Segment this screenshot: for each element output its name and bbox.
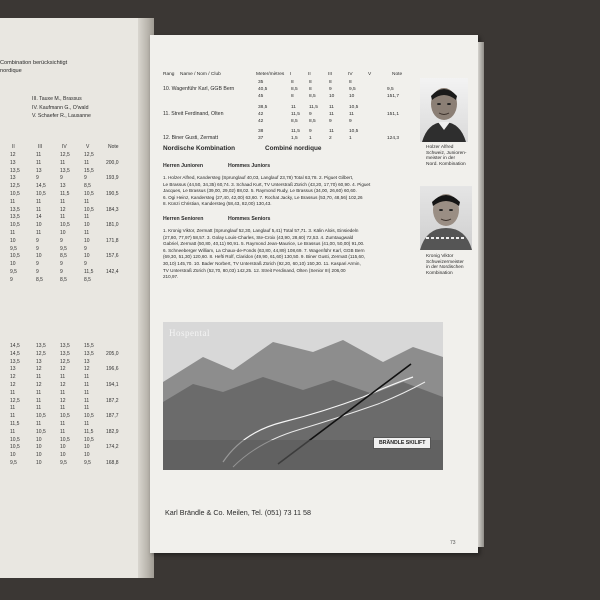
- left-table-cell: 11: [60, 421, 66, 427]
- left-table-cell: 10: [84, 253, 90, 260]
- left-table-cell: 9: [36, 237, 39, 244]
- left-table-cell: 10: [60, 452, 66, 459]
- top-table-competitor: 12. Biner Gusti, Zermatt: [163, 135, 219, 142]
- top-table-header: Note: [392, 72, 403, 77]
- left-table-cell: 10,5: [10, 222, 20, 229]
- left-table-cell: 13,5: [60, 350, 70, 357]
- left-table-cell: 11: [10, 198, 16, 205]
- lift-label: BRÄNDLE SKILIFT: [373, 437, 431, 449]
- top-table-cell: 9,5: [387, 87, 394, 93]
- top-table-cell: 10,5: [349, 104, 359, 110]
- left-table-cell: 11: [10, 405, 16, 412]
- left-table-cell: 10,5: [10, 253, 20, 260]
- left-table-cell: 10: [84, 452, 90, 459]
- top-table-cell: 9: [309, 111, 312, 117]
- left-table-cell: 11,5: [84, 269, 94, 275]
- top-table-competitor: 10. Wagenführ Karl, GGB Bern: [163, 86, 235, 92]
- left-table-cell: 11: [84, 382, 90, 388]
- map-location-label: Hospental: [169, 328, 210, 338]
- kronig-photo: [420, 186, 472, 250]
- left-table-cell: 12: [10, 374, 16, 381]
- left-table-cell: 157,6: [106, 253, 119, 260]
- left-table-cell: 12: [60, 366, 66, 373]
- left-table-cell: 13,5: [60, 343, 70, 349]
- left-team-3: III. Tauxe M., Brassus: [32, 96, 82, 102]
- left-table-cell: 9: [60, 269, 63, 275]
- juniors-result-line: 1. Holzer Alfred, Kandersteg (Sprunglauf 40,03, Langlauf 23,78) Total 63,78. 2. Piguet Gilbert,: [163, 175, 354, 180]
- left-table-cell: 11: [36, 230, 42, 236]
- left-table-cell: 12: [36, 366, 42, 373]
- top-table-cell: 8: [291, 94, 294, 100]
- left-table-cell: 10,5: [10, 444, 20, 451]
- top-table-cell: 8,5: [291, 87, 298, 93]
- caption2-line3: in der Nordischen: [426, 265, 464, 271]
- left-table-cell: 12,5: [60, 358, 70, 365]
- left-table-cell: 11: [84, 374, 90, 381]
- left-table-cell: 205,0: [106, 350, 119, 357]
- left-table-cell: 10: [60, 230, 66, 236]
- left-table-cell: 12: [10, 152, 16, 158]
- left-table-cell: 11: [84, 389, 90, 396]
- top-table-cell: 11,5: [309, 104, 318, 110]
- left-table-cell: 11: [36, 198, 42, 205]
- left-table-cell: 187,7: [106, 413, 119, 420]
- left-table-cell: 11: [10, 428, 16, 435]
- left-table-cell: 190,5: [106, 191, 119, 197]
- juniors-result-line: 8. Künzi Christian, Kandersteg (58,43, 82,00) 130,43.: [163, 201, 272, 207]
- left-table-cell: 10: [36, 436, 42, 443]
- top-table-competitor: 11. Streit Ferdinand, Olten: [163, 110, 224, 117]
- top-table-cell: 8: [309, 80, 312, 85]
- left-table-cell: 181,0: [106, 222, 119, 229]
- left-table-cell: 11: [60, 405, 66, 412]
- top-table-cell: 8,5: [291, 119, 298, 124]
- left-table-cell: 10,5: [84, 206, 94, 213]
- left-col-header: II: [12, 144, 15, 150]
- top-table-header: II: [308, 72, 311, 77]
- page-number: 73: [450, 540, 456, 546]
- left-table-cell: 14,5: [10, 350, 20, 357]
- left-table-cell: 12,5: [10, 183, 20, 190]
- left-table-cell: 13,5: [36, 343, 46, 349]
- left-table-cell: 11: [36, 389, 42, 396]
- caption2-line2: Schweizermeister: [426, 259, 464, 265]
- left-table-cell: 10: [10, 261, 16, 268]
- left-table-cell: 11: [84, 159, 90, 166]
- top-table-cell: 151,7: [387, 94, 400, 100]
- left-table-cell: 10: [36, 444, 42, 451]
- seniors-result-line: (27,80, 77,97) 58,57. 3. Golay Louis-Charles, Ste-Croix (43,90, 28,60) 72,53. 4. Zumtaugwald: [163, 234, 354, 240]
- left-table-cell: 10,5: [84, 191, 94, 197]
- left-table-cell: 9: [36, 269, 39, 275]
- seniors-result-line: 1. Kronig Viktor, Zermatt (Sprunglauf 52,30, Langlauf 5,41) Total 57,71. 3. Kälin Alois, Einsiedeln: [163, 228, 359, 233]
- left-table-cell: 11: [60, 159, 66, 166]
- section-title-fr: Combiné nordique: [265, 145, 322, 152]
- caption1-line4: Nord. Kombination: [426, 161, 466, 167]
- left-table-cell: 9,5: [84, 460, 91, 466]
- left-header-2: nordique: [0, 68, 22, 74]
- left-table-cell: 182,9: [106, 428, 119, 435]
- left-table-cell: 8,5: [84, 276, 91, 283]
- top-table-header: IV: [348, 72, 353, 77]
- left-table-cell: 13: [84, 358, 90, 365]
- left-table-cell: 13: [36, 167, 42, 174]
- left-table-cell: 10,5: [60, 436, 70, 443]
- left-table-cell: 9,5: [60, 245, 67, 252]
- top-table-cell: 10: [329, 94, 335, 100]
- left-table-cell: 10,5: [84, 436, 94, 443]
- left-table-cell: 12: [36, 382, 42, 388]
- top-table-header: I: [290, 72, 292, 77]
- top-table-header: III: [328, 72, 332, 77]
- top-table-cell: 40,5: [258, 87, 268, 93]
- left-table-cell: 9: [10, 276, 13, 283]
- left-table-cell: 12,5: [36, 350, 46, 357]
- left-team-5: V. Schaefer R., Lausanne: [32, 113, 91, 119]
- top-table-cell: 8: [349, 80, 352, 85]
- left-table-cell: 11: [36, 421, 42, 427]
- left-table-cell: 11: [84, 214, 90, 221]
- top-table-cell: 124,3: [387, 136, 400, 142]
- seniors-heading: Herren Senioren: [163, 216, 204, 222]
- top-table-cell: 9: [309, 129, 312, 135]
- left-table-cell: 13,5: [10, 214, 20, 221]
- top-table-cell: 11: [349, 111, 354, 117]
- top-table-cell: 10: [349, 94, 355, 100]
- left-table-cell: 9: [36, 261, 39, 268]
- section-title-de: Nordische Kombination: [163, 145, 236, 152]
- left-table-cell: 14: [36, 214, 42, 221]
- top-table-cell: 11: [291, 104, 296, 110]
- caption2-line4: Kombination: [426, 270, 453, 276]
- page-edge: [478, 42, 484, 547]
- top-table-cell: 9: [329, 119, 332, 124]
- left-table-cell: 171,8: [106, 237, 119, 244]
- top-table-cell: 42: [258, 111, 264, 117]
- left-table-cell: 9,5: [60, 460, 67, 466]
- left-table-cell: 142,4: [106, 269, 119, 275]
- top-table-cell: 10,5: [349, 129, 359, 135]
- left-table-cell: 187,2: [106, 397, 119, 404]
- left-table-cell: 11: [36, 206, 42, 213]
- left-table-cell: 11,5: [84, 428, 94, 435]
- top-table-header: Rang: [163, 72, 175, 77]
- top-table-cell: 2: [329, 136, 332, 142]
- left-table-cell: 10,5: [10, 436, 20, 443]
- kronig-caption: [426, 254, 464, 276]
- left-table-cell: 11: [60, 198, 66, 205]
- holzer-photo: [420, 78, 468, 142]
- left-table-cell: 10: [36, 222, 42, 229]
- left-table-cell: 8,5: [60, 253, 67, 260]
- left-table-cell: 15,5: [84, 343, 94, 349]
- top-table-cell: 11: [329, 111, 334, 117]
- left-table-cell: 10: [10, 237, 16, 244]
- seniors-result-line: 30,10) 145,70. 10. Bader Norbert, TV Unterstraß Zürich (92,20, 60,10) 150,30. 11. Kaspari Armin,: [163, 260, 361, 266]
- left-table-cell: 13,5: [60, 167, 70, 174]
- juniors-result-line: Jacques, Le Brassus (39,00, 29,02) 88,02. 5. Raymond Rudy, Le Brassus (34,00, 26,60) 60,60.: [163, 188, 357, 194]
- left-table-cell: 9: [84, 175, 87, 182]
- top-table-header: V: [368, 72, 372, 77]
- left-table-cell: 10,5: [60, 413, 70, 420]
- left-table-cell: 12,5: [84, 152, 94, 158]
- juniors-heading: Herren Junioren: [163, 163, 204, 169]
- left-table-cell: 11: [84, 198, 90, 205]
- left-table-cell: 10: [84, 222, 90, 229]
- left-table-cell: 9: [60, 175, 63, 182]
- left-table-cell: 11: [36, 397, 42, 404]
- left-table-cell: 12: [10, 382, 16, 388]
- left-table-cell: 13: [60, 183, 66, 190]
- left-table-cell: 13: [36, 358, 42, 365]
- left-table-cell: 12,5: [10, 397, 20, 404]
- advertisement-text: Karl Brändle & Co. Meilen, Tel. (051) 73 11 58: [165, 508, 311, 517]
- left-table-cell: 13: [10, 159, 16, 166]
- left-table-cell: 8,5: [84, 183, 91, 190]
- seniors-result-line: TV Unterstraß Zürich (52,70, 80,03) 142,25. 12. Streit Ferdinand, Olten (Senior III) 206,00: [163, 267, 346, 273]
- left-table-cell: 9: [36, 245, 39, 252]
- top-table-cell: 35: [258, 80, 264, 85]
- top-table-cell: 9: [329, 87, 332, 93]
- left-table-cell: 9: [84, 245, 87, 252]
- left-table-cell: 184,3: [106, 206, 119, 213]
- left-page: [0, 18, 145, 578]
- kronig-portrait-image: [420, 186, 472, 250]
- juniors-heading-fr: Hommes Juniors: [228, 163, 271, 169]
- left-table-cell: 11: [84, 397, 90, 404]
- left-table-cell: 9,5: [10, 245, 17, 252]
- top-table-cell: 11,5: [291, 129, 300, 135]
- top-table-cell: 1: [349, 136, 352, 142]
- seniors-result-line: (69,30, 51,30) 120,60. 8. Hefti Rolf, Claridon (49,90, 61,60) 130,50. 9. Biner Gusti, Zermatt (115,60,: [163, 254, 365, 260]
- top-table-cell: 45: [258, 94, 264, 100]
- left-table-cell: 9,5: [10, 269, 17, 275]
- left-table-cell: 11: [10, 230, 16, 236]
- holzer-caption: [426, 145, 467, 167]
- left-table-cell: 11: [84, 405, 90, 412]
- left-col-header: IV: [62, 144, 67, 150]
- top-table-cell: 151,1: [387, 111, 400, 117]
- left-team-4: IV. Kaufmann G., O'wald: [32, 105, 89, 111]
- left-table-cell: 9: [60, 237, 63, 244]
- top-table-header: Name / Nom / Club: [180, 72, 221, 77]
- top-table-cell: 9: [349, 119, 352, 124]
- juniors-results: [163, 175, 370, 208]
- left-table-cell: 9: [36, 175, 39, 182]
- top-table-header: Meter/mètres: [256, 72, 285, 77]
- left-table-cell: 9: [60, 261, 63, 268]
- left-table-cell: 10: [84, 237, 90, 244]
- caption2-line1: Kronig Viktor: [426, 254, 454, 259]
- left-table-cell: 13,5: [10, 206, 20, 213]
- left-table-cell: 193,9: [106, 175, 119, 182]
- left-table-cell: 11: [36, 152, 42, 158]
- caption1-line1: Holzer Alfred: [426, 145, 454, 150]
- left-table-cell: 10: [36, 253, 42, 260]
- left-table-cell: 11: [36, 159, 42, 166]
- left-table-cell: 11: [60, 374, 66, 381]
- seniors-results: [163, 228, 365, 281]
- left-table-cell: 11,5: [60, 191, 70, 197]
- left-table-cell: 11: [84, 230, 90, 236]
- top-table-cell: 8: [291, 80, 294, 85]
- left-table-cell: 12: [84, 366, 90, 373]
- top-table-cell: 11: [329, 129, 334, 135]
- top-table-cell: 8: [329, 80, 332, 85]
- left-table-cell: 13,5: [10, 167, 20, 174]
- left-table-cell: 13,5: [10, 358, 20, 365]
- left-table-cell: 200,0: [106, 159, 119, 166]
- left-table-cell: 11: [60, 214, 66, 221]
- seniors-result-line: Gabriel, Zermatt (50,80, 40,11) 90,91. 5. Raymond Jean-Maurice, Le Brassus (41,00, 50,00) 91,00.: [163, 241, 365, 247]
- left-table-cell: 15,5: [84, 167, 94, 174]
- left-table-cell: 168,8: [106, 460, 119, 466]
- juniors-result-line: Le Brassus (44,50, 34,35) 60,74. 3. Schaad Kurt, TV Unterstraß Zürich (43,20, 17,70) 60,90. 4. Piguet: [163, 181, 371, 187]
- left-table-cell: 10,5: [36, 413, 46, 420]
- left-table-cell: 11: [10, 389, 16, 396]
- top-table-cell: 38,5: [258, 104, 268, 110]
- holzer-portrait-image: [420, 78, 468, 142]
- left-col-header: Note: [108, 144, 119, 150]
- top-table-cell: 9,5: [349, 87, 356, 93]
- left-table-cell: 11: [84, 421, 90, 427]
- left-header-1: Combination berücksichtigt: [0, 60, 68, 66]
- left-table-cell: 8,5: [60, 276, 67, 283]
- left-table-cell: 11: [36, 374, 42, 381]
- seniors-result-line: 210,97.: [163, 274, 179, 280]
- left-table-cell: 10,5: [36, 428, 46, 435]
- left-table-cell: 12: [60, 382, 66, 388]
- left-table-cell: 196,6: [106, 366, 119, 373]
- left-table-cell: 12: [60, 206, 66, 213]
- left-table-cell: 12,5: [60, 152, 70, 158]
- left-table-cell: 10,5: [60, 222, 70, 229]
- left-col-header: III: [38, 144, 43, 150]
- left-table-cell: 11: [36, 405, 42, 412]
- left-table-cell: 9,5: [10, 460, 17, 466]
- left-col-header: V: [86, 144, 90, 150]
- top-table-cell: 1,5: [291, 136, 298, 142]
- left-table-cell: 9: [84, 261, 87, 268]
- left-table-cell: 13,5: [84, 350, 94, 357]
- left-table-cell: 11,5: [10, 421, 20, 427]
- left-table-cell: 11: [60, 389, 66, 396]
- top-table-cell: 8,5: [309, 119, 316, 124]
- caption1-line2: Schweiz, Junioren-: [426, 150, 467, 156]
- caption1-line3: meister in der: [426, 156, 456, 162]
- left-table-cell: 10: [36, 460, 42, 466]
- seniors-heading-fr: Hommes Seniors: [228, 216, 271, 222]
- left-table-cell: 11: [60, 428, 66, 435]
- left-table-cell: 174,2: [106, 444, 119, 451]
- top-table-cell: 42: [258, 119, 264, 124]
- left-table-cell: 10: [10, 452, 16, 459]
- left-table-cell: 10,5: [84, 413, 94, 420]
- left-table-cell: 10,5: [10, 191, 20, 197]
- left-table-cell: 8,5: [36, 276, 43, 283]
- top-table-cell: 11,5: [291, 111, 300, 117]
- left-table-cell: 12: [60, 397, 66, 404]
- left-table-cell: 14,5: [10, 343, 20, 349]
- left-table-cell: 10: [84, 444, 90, 451]
- left-table-cell: 11: [10, 413, 16, 420]
- left-table-cell: 13: [10, 175, 16, 182]
- seniors-result-line: 6. Schneeberger William, La Chaux-de-Fonds (63,80, 44,89) 108,69. 7. Wagenführ Karl, GGB Bern: [163, 247, 365, 253]
- top-table-cell: 1: [309, 136, 312, 142]
- top-table-cell: 11: [329, 104, 334, 110]
- left-table-cell: 13: [10, 366, 16, 373]
- top-table-cell: 8: [309, 87, 312, 93]
- juniors-result-line: 6. Ogi Heinz, Kandersteg (27,40, 42,00) 63,60. 7. Rochat Jacky, Le Brassus (53,70, 48,56) 102,26: [163, 194, 363, 200]
- left-table-cell: 10: [36, 452, 42, 459]
- top-table-cell: 38: [258, 129, 264, 135]
- left-table-cell: 10,5: [36, 191, 46, 197]
- ski-area-photo: [163, 322, 443, 470]
- left-table-cell: 194,1: [106, 382, 119, 388]
- top-table-cell: 37: [258, 136, 264, 142]
- left-table-cell: 14,5: [36, 183, 46, 190]
- left-table-cell: 10: [60, 444, 66, 451]
- top-table-cell: 8,5: [309, 94, 316, 100]
